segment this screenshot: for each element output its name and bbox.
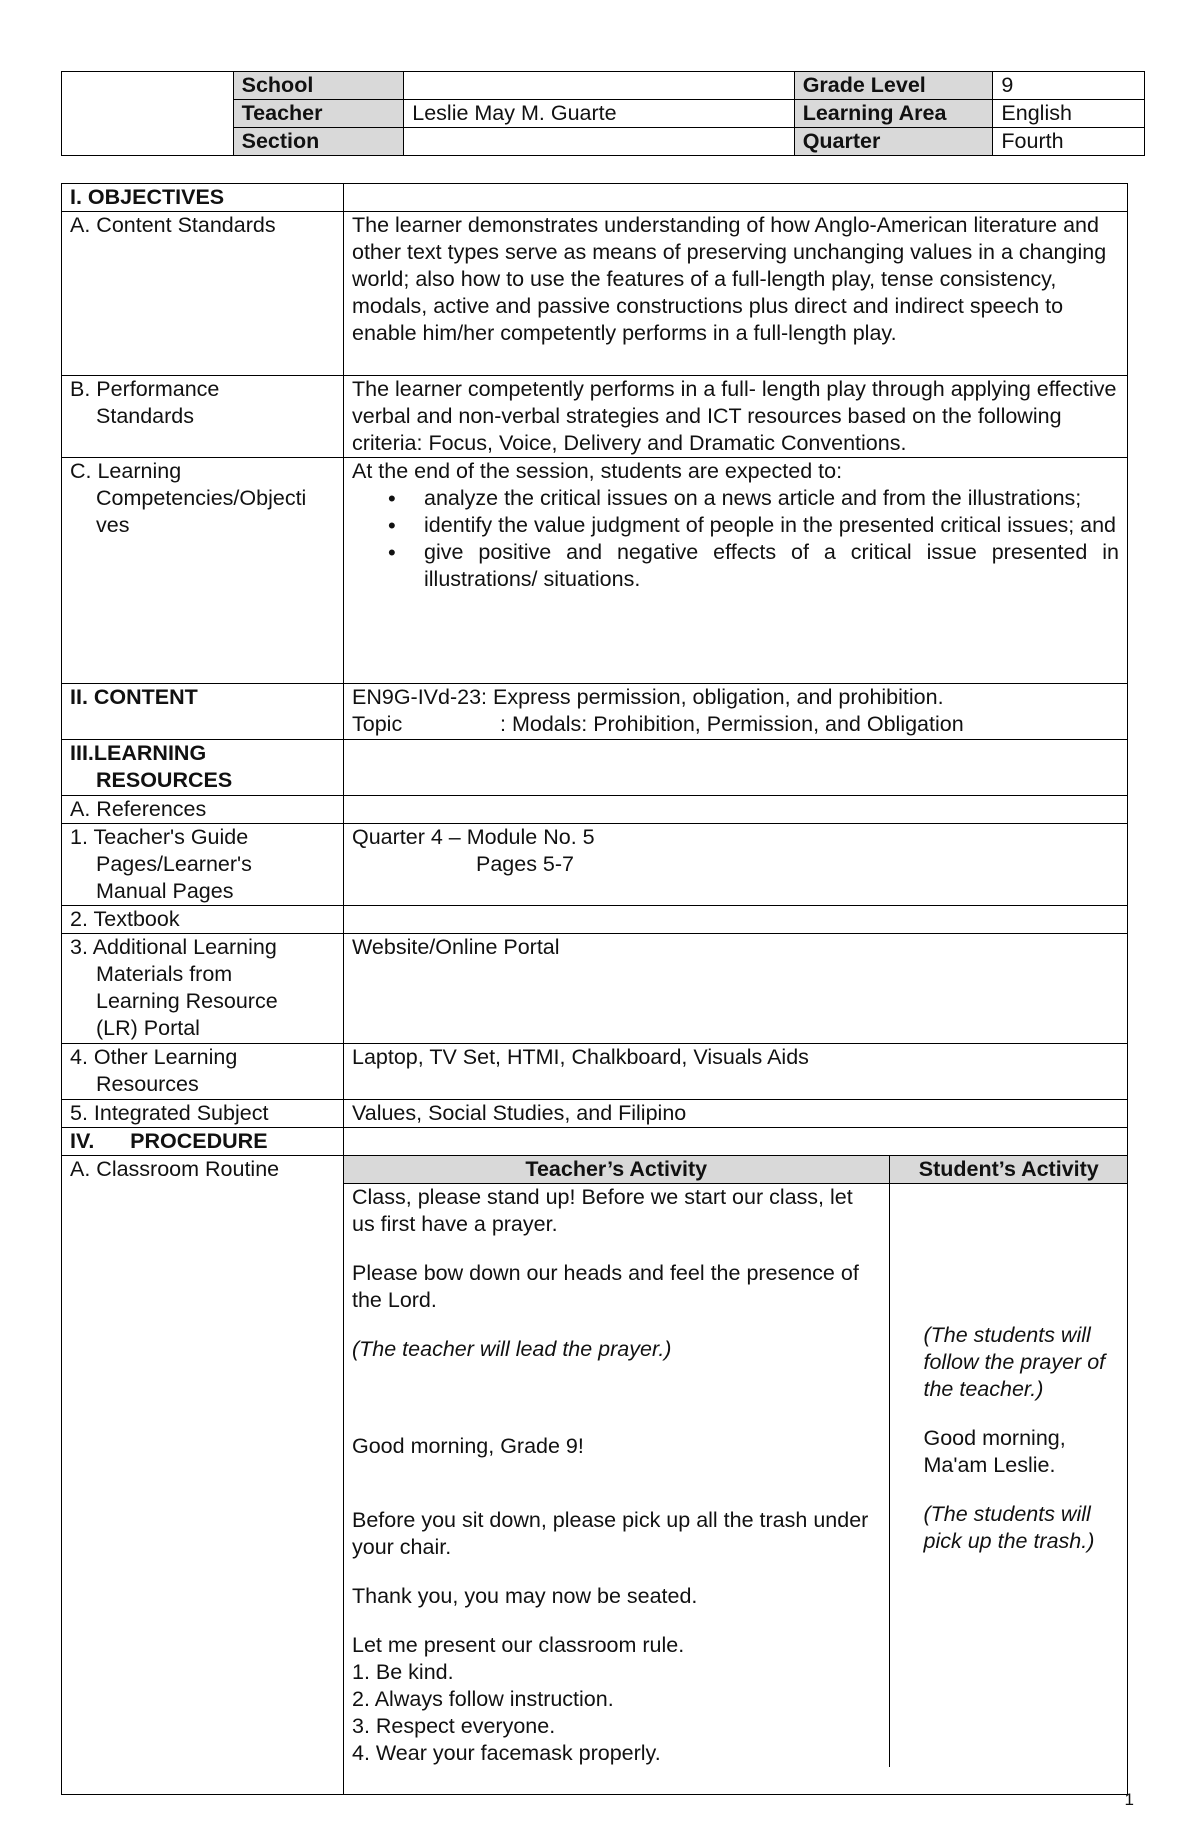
quarter-label: Quarter	[794, 128, 993, 156]
teacher-label: Teacher	[233, 100, 404, 128]
student-activity-header: Student’s Activity	[889, 1156, 1128, 1184]
textbook-empty	[344, 906, 1128, 934]
student-line-trash: (The students will pick up the trash.)	[923, 1502, 1095, 1553]
school-label: School	[233, 72, 404, 100]
teacher-line-seated: Thank you, you may now be seated.	[352, 1584, 698, 1608]
performance-standards-label	[62, 376, 344, 458]
additional-label-line1: 3. Additional Learning	[70, 935, 277, 959]
page-number: 1	[1124, 1790, 1134, 1809]
guide-value-line1: Quarter 4 – Module No. 5	[352, 825, 595, 849]
grade-label: Grade Level	[794, 72, 993, 100]
additional-label-line2: Materials from	[96, 962, 233, 986]
teacher-line-trash: Before you sit down, please pick up all the trash under your chair.	[352, 1508, 869, 1559]
topic-value: : Modals: Prohibition, Permission, and Obligation	[500, 712, 964, 736]
resources-heading-line1: III.LEARNING	[70, 741, 207, 765]
lesson-plan-table	[61, 183, 1128, 1795]
additional-label-line4: (LR) Portal	[96, 1016, 200, 1040]
resources-heading	[62, 740, 344, 796]
resources-heading-line2: RESOURCES	[96, 768, 233, 792]
teacher-activity-header: Teacher’s Activity	[344, 1156, 889, 1184]
objectives-empty	[344, 184, 1128, 212]
rule-item: 4. Wear your facemask properly.	[352, 1741, 661, 1765]
content-line2	[352, 711, 1119, 738]
competency-label-line2: Competencies/Objecti	[96, 486, 307, 510]
teacher-line-rules-intro: Let me present our classroom rule.	[352, 1633, 685, 1657]
competencies-label	[62, 458, 344, 684]
area-value: English	[993, 100, 1145, 128]
guide-label-line2: Pages/Learner's	[96, 852, 252, 876]
integrated-subject-value: Values, Social Studies, and Filipino	[344, 1100, 1128, 1128]
objectives-heading: I. OBJECTIVES	[62, 184, 344, 212]
competency-item: • identify the value judgment of people in the presented critical issues; and	[424, 512, 1119, 539]
performance-label-line2: Standards	[96, 404, 195, 428]
student-line-prayer: (The students will follow the prayer of the teacher.)	[923, 1323, 1106, 1401]
student-line-greeting-1: Good morning,	[923, 1426, 1066, 1450]
student-line-greeting-2: Ma'am Leslie.	[923, 1453, 1056, 1477]
header-blank-cell	[62, 72, 234, 156]
performance-standards-text: The learner competently performs in a full- length play through applying effective verbal and non-verbal strategies and ICT resources based on the following criteria: Focus, Voice, Delivery and Dramatic Conventions.	[344, 376, 1128, 458]
guide-value-line2: Pages 5-7	[476, 852, 575, 876]
procedure-empty	[344, 1128, 1128, 1156]
teacher-value: Leslie May M. Guarte	[404, 100, 794, 128]
other-label-line2: Resources	[96, 1072, 199, 1096]
additional-materials-label	[62, 934, 344, 1044]
teacher-activity-column	[344, 1184, 889, 1768]
performance-label-line1: B. Performance	[70, 377, 220, 401]
teacher-line-lead-prayer: (The teacher will lead the prayer.)	[352, 1337, 672, 1361]
teachers-guide-label	[62, 824, 344, 906]
resources-empty	[344, 740, 1128, 796]
section-value	[404, 128, 794, 156]
rule-item: 1. Be kind.	[352, 1660, 454, 1684]
other-resources-label	[62, 1044, 344, 1100]
integrated-subject-label: 5. Integrated Subject	[62, 1100, 344, 1128]
student-activity-column	[889, 1184, 1128, 1768]
references-empty	[344, 796, 1128, 824]
topic-label: Topic	[352, 712, 403, 736]
grade-value: 9	[993, 72, 1145, 100]
classroom-routine-label: A. Classroom Routine	[62, 1156, 344, 1795]
header-info-table	[61, 71, 1145, 156]
teacher-line-bow: Please bow down our heads and feel the presence of the Lord.	[352, 1261, 859, 1312]
other-resources-value: Laptop, TV Set, HTMI, Chalkboard, Visuals Aids	[344, 1044, 1128, 1100]
content-standards-label: A. Content Standards	[62, 212, 344, 376]
competency-label-line3: ves	[96, 513, 130, 537]
competency-item: • analyze the critical issues on a news article and from the illustrations;	[424, 485, 1119, 512]
guide-label-line1: 1. Teacher's Guide	[70, 825, 249, 849]
references-label: A. References	[62, 796, 344, 824]
guide-label-line3: Manual Pages	[96, 879, 234, 903]
competency-item: • give positive and negative effects of a critical issue presented in illustrations/ situations.	[424, 539, 1119, 593]
activity-cell	[344, 1156, 1128, 1795]
content-heading: II. CONTENT	[62, 684, 344, 740]
other-label-line1: 4. Other Learning	[70, 1045, 238, 1069]
competencies-text	[344, 458, 1128, 684]
quarter-value: Fourth	[993, 128, 1145, 156]
competency-label-line1: C. Learning	[70, 459, 182, 483]
rule-item: 2. Always follow instruction.	[352, 1687, 614, 1711]
rule-item: 3. Respect everyone.	[352, 1714, 556, 1738]
content-standards-text: The learner demonstrates understanding of how Anglo-American literature and other text types serve as means of preserving unchanging values in a changing world; also how to use the features of a full-length play, tense consistency, modals, active and passive constructions plus direct and indirect speech to enable him/her competently performs in a full-length play.	[344, 212, 1128, 376]
area-label: Learning Area	[794, 100, 993, 128]
section-label: Section	[233, 128, 404, 156]
additional-label-line3: Learning Resource	[96, 989, 278, 1013]
additional-materials-value: Website/Online Portal	[344, 934, 1128, 1044]
content-text	[344, 684, 1128, 740]
procedure-heading: IV. PROCEDURE	[62, 1128, 344, 1156]
competency-intro: At the end of the session, students are expected to:	[352, 459, 843, 483]
content-line1: EN9G-IVd-23: Express permission, obligation, and prohibition.	[352, 685, 944, 709]
teachers-guide-value	[344, 824, 1128, 906]
teacher-line-prayer: Class, please stand up! Before we start our class, let us first have a prayer.	[352, 1185, 853, 1236]
textbook-label: 2. Textbook	[62, 906, 344, 934]
competency-list	[352, 485, 1119, 593]
school-value	[404, 72, 794, 100]
activity-table	[344, 1156, 1128, 1767]
teacher-line-greeting: Good morning, Grade 9!	[352, 1434, 584, 1458]
